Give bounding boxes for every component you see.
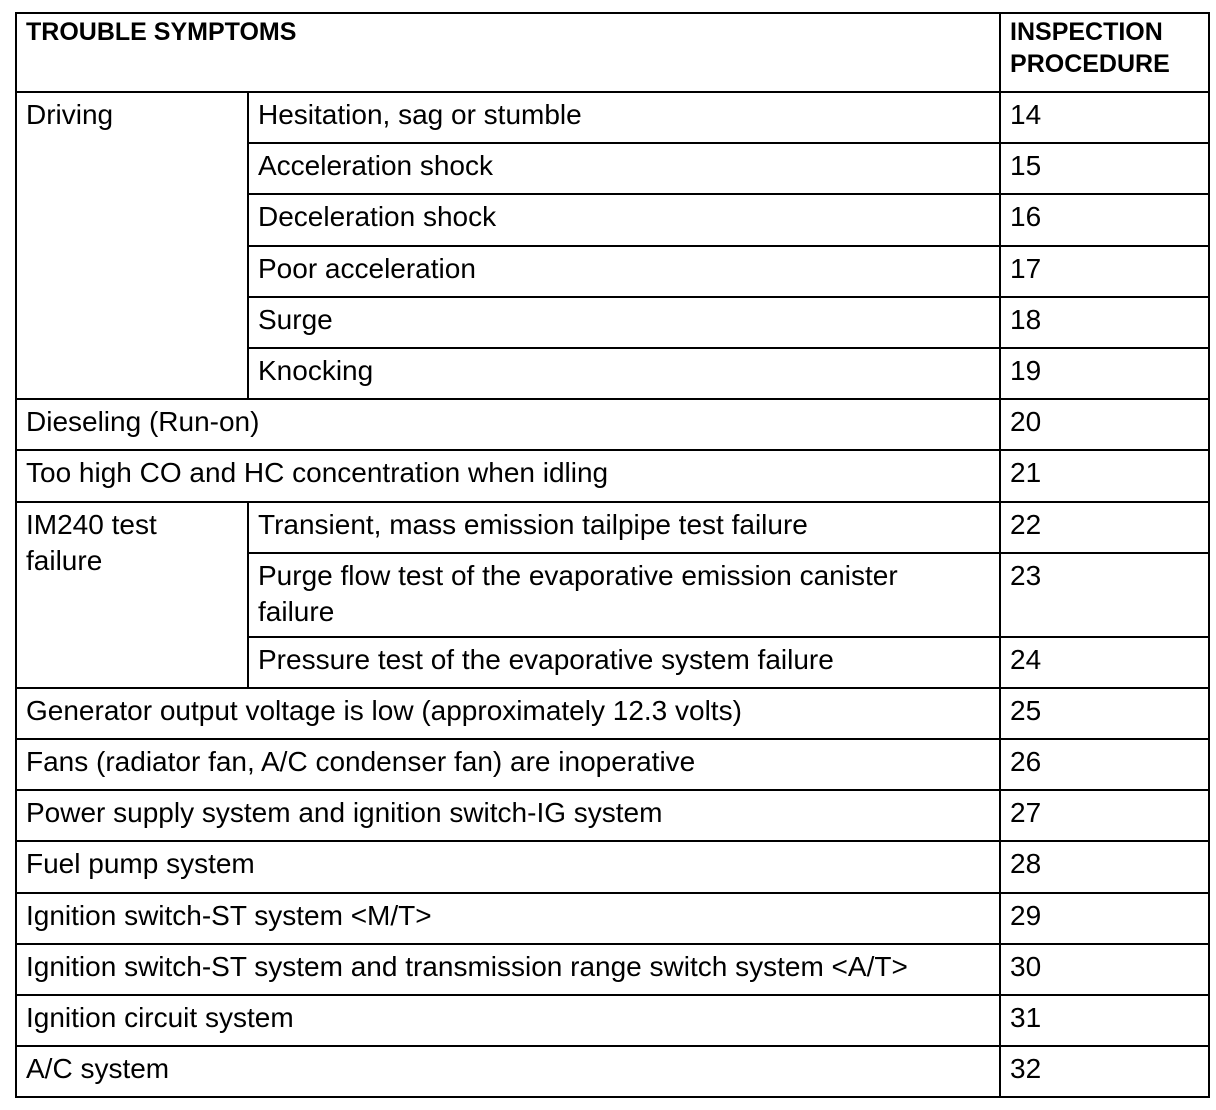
procedure-cell: 28 — [1000, 841, 1209, 892]
table-row — [16, 790, 1209, 841]
symptom-cell: Knocking — [248, 348, 1000, 399]
symptom-cell: Poor acceleration — [248, 246, 1000, 297]
table-row — [16, 688, 1209, 739]
table-row — [16, 944, 1209, 995]
procedure-cell: 26 — [1000, 739, 1209, 790]
symptom-cell: Acceleration shock — [248, 143, 1000, 194]
symptom-cell: Ignition switch-ST system <M/T> — [16, 893, 1000, 944]
header-inspection-procedure: INSPECTION PROCEDURE — [1000, 13, 1209, 92]
symptom-cell: Dieseling (Run-on) — [16, 399, 1000, 450]
symptom-cell: Hesitation, sag or stumble — [248, 92, 1000, 143]
symptom-cell: Ignition switch-ST system and transmission range switch system <A/T> — [16, 944, 1000, 995]
header-trouble-symptoms: TROUBLE SYMPTOMS — [16, 13, 1000, 92]
table-row — [16, 502, 1209, 553]
symptom-cell: Fans (radiator fan, A/C condenser fan) are inoperative — [16, 739, 1000, 790]
symptom-cell: Fuel pump system — [16, 841, 1000, 892]
procedure-cell: 25 — [1000, 688, 1209, 739]
table-row — [16, 995, 1209, 1046]
table-row — [16, 92, 1209, 143]
procedure-cell: 19 — [1000, 348, 1209, 399]
table-row — [16, 450, 1209, 501]
procedure-cell: 21 — [1000, 450, 1209, 501]
symptom-cell: Too high CO and HC concentration when idling — [16, 450, 1000, 501]
procedure-cell: 16 — [1000, 194, 1209, 245]
table-row — [16, 399, 1209, 450]
table-header-row — [16, 13, 1209, 92]
procedure-cell: 22 — [1000, 502, 1209, 553]
group-label-driving: Driving — [16, 92, 248, 399]
procedure-cell: 18 — [1000, 297, 1209, 348]
procedure-cell: 14 — [1000, 92, 1209, 143]
table-row — [16, 841, 1209, 892]
procedure-cell: 32 — [1000, 1046, 1209, 1097]
procedure-cell: 27 — [1000, 790, 1209, 841]
procedure-cell: 29 — [1000, 893, 1209, 944]
table-row — [16, 893, 1209, 944]
symptom-cell: Transient, mass emission tailpipe test failure — [248, 502, 1000, 553]
symptom-cell: Pressure test of the evaporative system failure — [248, 637, 1000, 688]
table-row — [16, 1046, 1209, 1097]
symptom-cell: Surge — [248, 297, 1000, 348]
procedure-cell: 23 — [1000, 553, 1209, 637]
symptom-cell: A/C system — [16, 1046, 1000, 1097]
symptom-cell: Purge flow test of the evaporative emission canister failure — [248, 553, 1000, 637]
procedure-cell: 20 — [1000, 399, 1209, 450]
table-row — [16, 739, 1209, 790]
symptom-cell: Generator output voltage is low (approximately 12.3 volts) — [16, 688, 1000, 739]
procedure-cell: 30 — [1000, 944, 1209, 995]
procedure-cell: 17 — [1000, 246, 1209, 297]
symptom-cell: Ignition circuit system — [16, 995, 1000, 1046]
symptom-cell: Deceleration shock — [248, 194, 1000, 245]
trouble-symptoms-table — [15, 12, 1210, 1098]
symptom-cell: Power supply system and ignition switch-IG system — [16, 790, 1000, 841]
group-label-im240: IM240 test failure — [16, 502, 248, 688]
procedure-cell: 24 — [1000, 637, 1209, 688]
procedure-cell: 15 — [1000, 143, 1209, 194]
procedure-cell: 31 — [1000, 995, 1209, 1046]
